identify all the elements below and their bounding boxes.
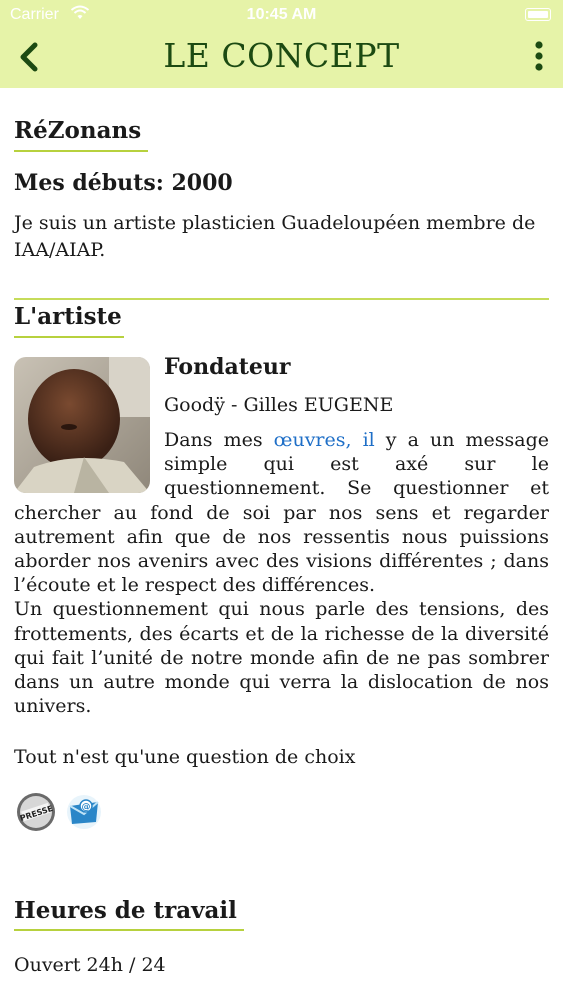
- hours-text: Ouvert 24h / 24: [14, 954, 166, 976]
- page-title: LE CONCEPT: [163, 36, 400, 75]
- bio-text-start: Dans mes: [164, 429, 274, 451]
- section-underline: [14, 150, 148, 152]
- vertical-dots-icon[interactable]: [529, 40, 549, 72]
- photo-wrap-spacer: [14, 428, 164, 498]
- intro-text: Je suis un artiste plasticien Guadeloupéen membre de IAA/AIAP.: [14, 212, 536, 261]
- debuts-heading: Mes débuts: 2000: [14, 170, 233, 196]
- oeuvres-link[interactable]: œuvres, il: [273, 429, 375, 451]
- top-header: [0, 0, 563, 88]
- fondateur-name: Goodÿ - Gilles EUGENE: [164, 394, 394, 416]
- section-title-heures: Heures de travail: [14, 897, 237, 924]
- svg-text:@: @: [81, 802, 91, 813]
- presse-badge-label: PRESSE: [18, 803, 55, 823]
- presse-badge-icon[interactable]: [16, 792, 56, 832]
- artist-bio: [14, 428, 549, 718]
- fondateur-heading: Fondateur: [164, 354, 291, 380]
- bio-text-para2: Un questionnement qui nous parle des tensions, des frottements, des écarts et de la richesse de la diversité qui fait l’unité de notre monde afin de ne pas sombrer dans un autre monde qui verra la dislocation de nos univers.: [14, 598, 549, 718]
- carrier-label: Carrier: [10, 6, 59, 23]
- section-divider: [14, 298, 549, 300]
- quote-text: Tout n'est qu'une question de choix: [14, 746, 356, 768]
- status-time: 10:45 AM: [246, 6, 317, 23]
- section-underline: [14, 929, 244, 931]
- bio-text-rest: y a un message simple qui est axé sur le questionnement. Se questionner et chercher au fond de soi par nos sens et regarder autrement afin que de nos ressentis nous puissions aborder nos avenirs avec des visions différentes ; dans l’écoute et le respect des différences.: [14, 429, 549, 597]
- status-bar: [0, 0, 563, 30]
- email-badge-icon[interactable]: [64, 792, 104, 832]
- battery-icon: [525, 8, 551, 21]
- section-underline: [14, 336, 124, 338]
- section-title-artiste: L'artiste: [14, 303, 122, 330]
- section-title-rezonans: RéZonans: [14, 117, 142, 144]
